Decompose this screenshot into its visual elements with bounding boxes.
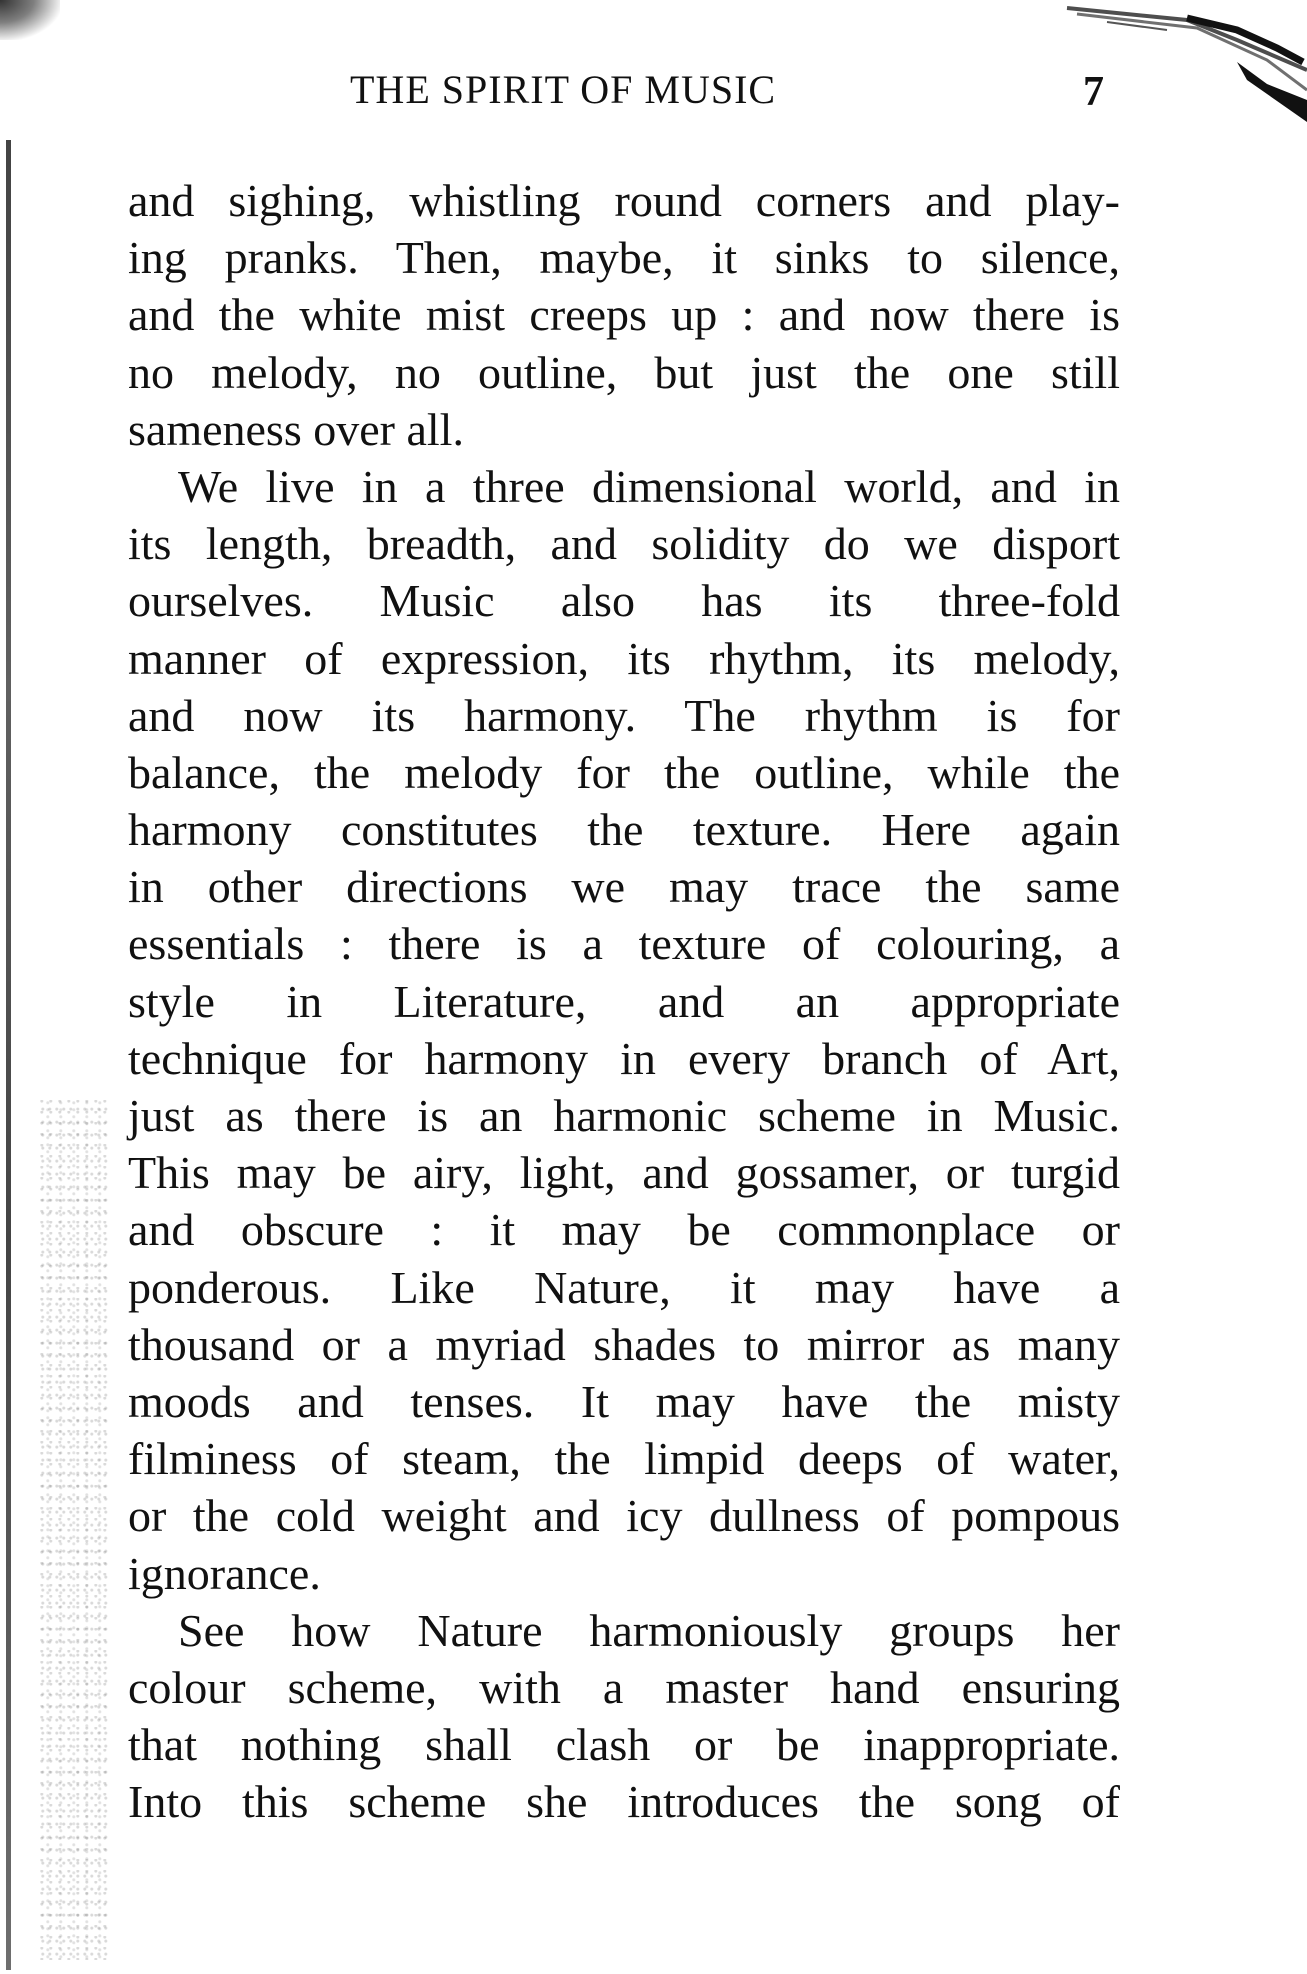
text-line: We live in a three dimensional world, and in	[178, 460, 1120, 512]
text-line: just as there is an harmonic scheme in Music.	[128, 1090, 1120, 1141]
text-line: sameness over all.	[128, 403, 464, 455]
text-line: colour scheme, with a master hand ensuring	[128, 1661, 1120, 1713]
text-line: See how Nature harmoniously groups her	[178, 1604, 1120, 1656]
text-line: manner of expression, its rhythm, its melody,	[128, 632, 1120, 684]
text-line: essentials : there is a texture of colouring, a	[128, 918, 1120, 970]
text-line: style in Literature, and an appropriate	[128, 975, 1120, 1027]
text-line: ing pranks. Then, maybe, it sinks to silence,	[128, 232, 1120, 284]
text-line: and obscure : it may be commonplace or	[128, 1204, 1120, 1256]
text-line: ourselves. Music also has its three-fold	[128, 575, 1120, 627]
text-line: in other directions we may trace the same	[128, 861, 1120, 913]
running-title: THE SPIRIT OF MUSIC	[350, 67, 777, 112]
page-number: 7	[1083, 69, 1104, 115]
text-line: filminess of steam, the limpid deeps of water,	[128, 1433, 1120, 1485]
corner-scribble-mark	[1007, 0, 1307, 140]
text-line: and now its harmony. The rhythm is for	[128, 689, 1120, 741]
text-line: its length, breadth, and solidity do we disport	[128, 518, 1120, 570]
text-line: ignorance.	[128, 1547, 321, 1599]
text-line: that nothing shall clash or be inappropriate.	[128, 1719, 1120, 1771]
text-line: moods and tenses. It may have the misty	[128, 1375, 1120, 1427]
binding-gutter	[6, 140, 11, 1970]
text-line: and the white mist creeps up : and now there is	[128, 289, 1120, 341]
corner-smudge	[0, 0, 60, 40]
gutter-speckle	[40, 1100, 110, 1960]
text-line: ponderous. Like Nature, it may have a	[128, 1261, 1120, 1313]
text-line: no melody, no outline, but just the one still	[128, 346, 1120, 398]
text-line: or the cold weight and icy dullness of pompous	[128, 1490, 1120, 1542]
text-line: harmony constitutes the texture. Here again	[128, 804, 1120, 856]
body-text	[128, 172, 1120, 1830]
text-line: thousand or a myriad shades to mirror as many	[128, 1318, 1120, 1370]
text-line: technique for harmony in every branch of Art,	[128, 1032, 1120, 1084]
text-line: Into this scheme she introduces the song of	[128, 1776, 1120, 1828]
text-line: balance, the melody for the outline, while the	[128, 746, 1120, 798]
text-line: This may be airy, light, and gossamer, or turgid	[128, 1147, 1120, 1199]
text-line: and sighing, whistling round corners and play-	[128, 175, 1120, 226]
